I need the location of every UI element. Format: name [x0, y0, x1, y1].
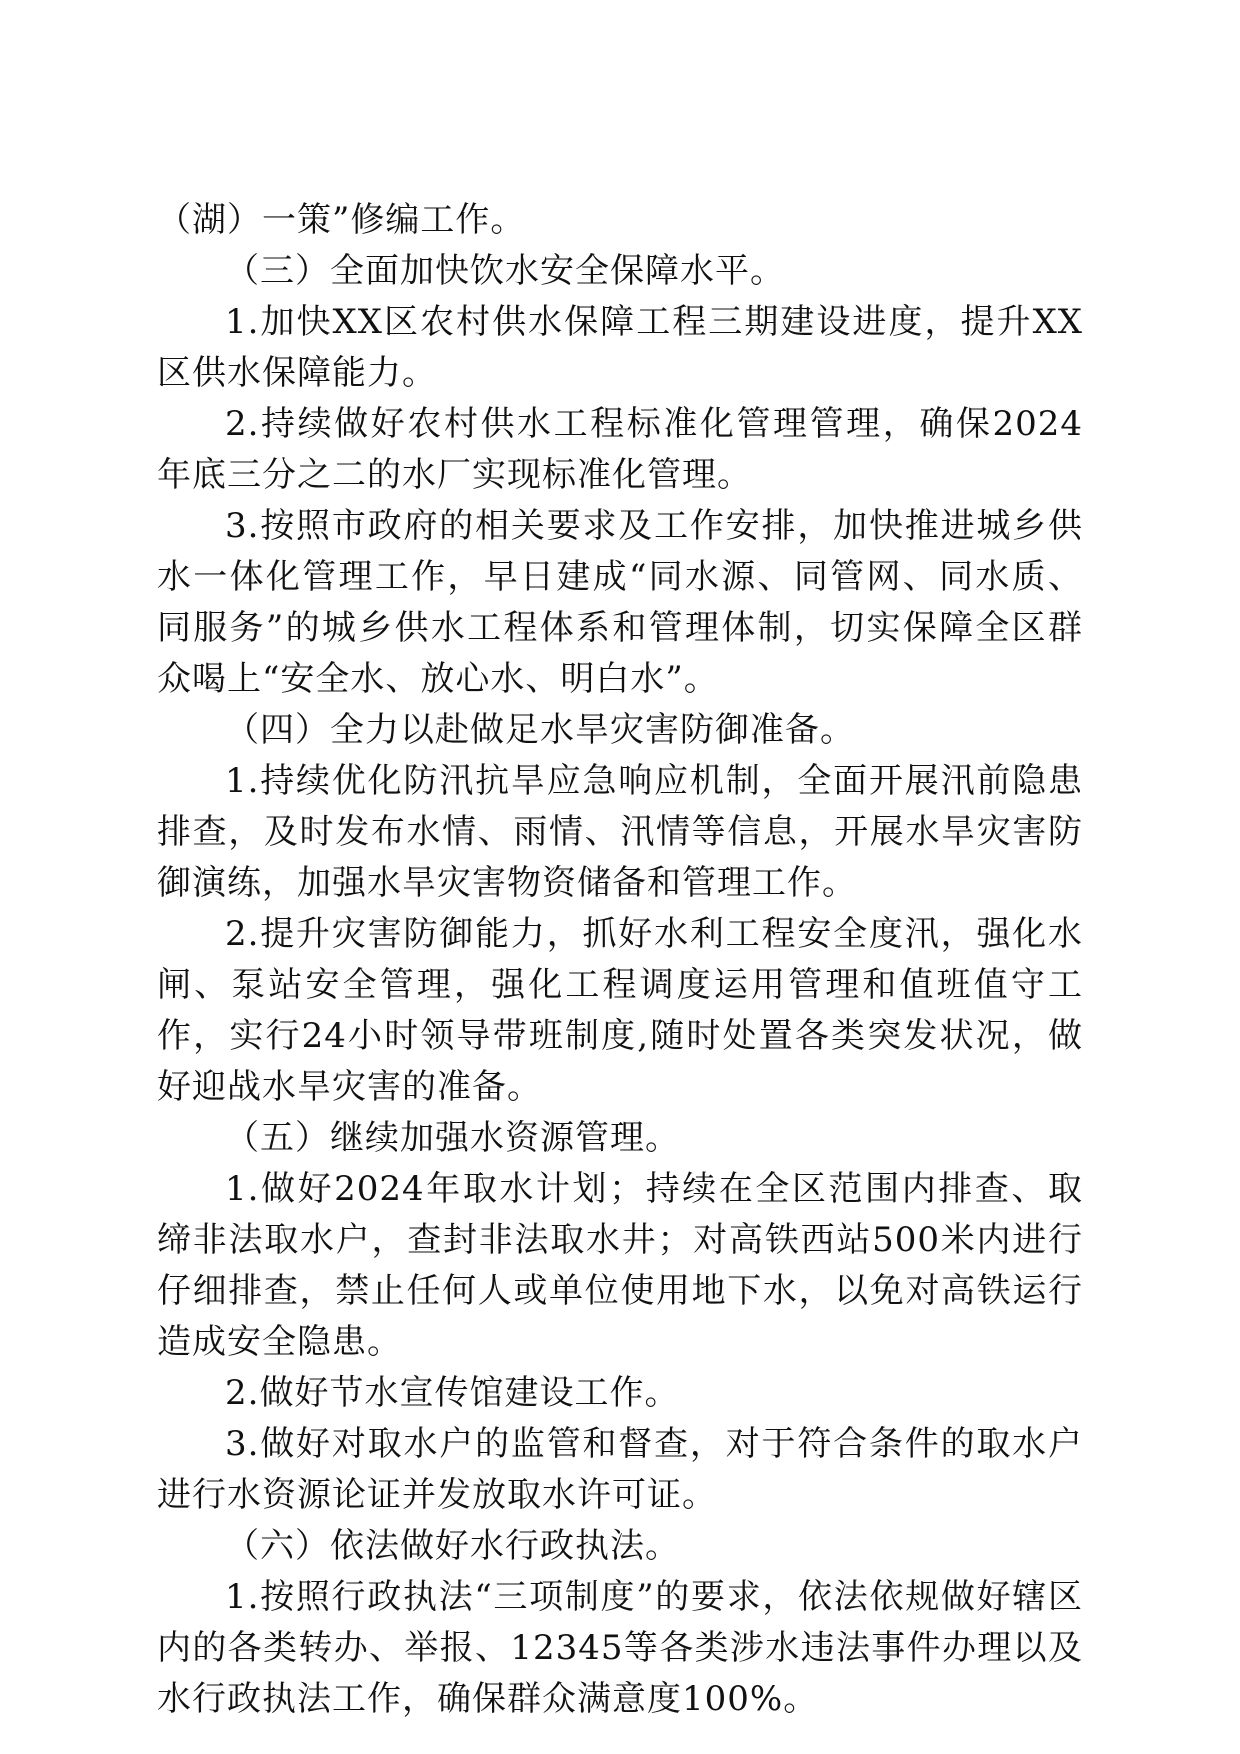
section-3-item-1: 1.加快XX区农村供水保障工程三期建设进度，提升XX区供水保障能力。: [157, 302, 1083, 393]
document-body: [157, 195, 1083, 1725]
section-5-item-1: 1.做好2024年取水计划；持续在全区范围内排查、取缔非法取水户，查封非法取水井；对高铁西站500米内进行仔细排查，禁止任何人或单位使用地下水，以免对高铁运行造成安全隐患。: [157, 1169, 1083, 1362]
section-heading-3: （三）全面加快饮水安全保障水平。: [225, 251, 785, 291]
section-4-item-2: 2.提升灾害防御能力，抓好水利工程安全度汛，强化水闸、泵站安全管理，强化工程调度运用管理和值班值守工作，实行24小时领导带班制度,随时处置各类突发状况，做好迎战水旱灾害的准备。: [157, 914, 1083, 1107]
section-3-item-2: 2.持续做好农村供水工程标准化管理管理，确保2024年底三分之二的水厂实现标准化管理。: [157, 404, 1083, 495]
section-6-item-1: 1.按照行政执法“三项制度”的要求，依法依规做好辖区内的各类转办、举报、12345等各类涉水违法事件办理以及水行政执法工作，确保群众满意度100%。: [157, 1577, 1083, 1719]
section-3-item-3: 3.按照市政府的相关要求及工作安排，加快推进城乡供水一体化管理工作，早日建成“同水源、同管网、同水质、同服务”的城乡供水工程体系和管理体制，切实保障全区群众喝上“安全水、放心水、明白水”。: [157, 506, 1083, 699]
section-4-item-1: 1.持续优化防汛抗旱应急响应机制，全面开展汛前隐患排查，及时发布水情、雨情、汛情等信息，开展水旱灾害防御演练，加强水旱灾害物资储备和管理工作。: [157, 761, 1083, 903]
section-heading-4: （四）全力以赴做足水旱灾害防御准备。: [225, 710, 855, 750]
section-5-item-2: 2.做好节水宣传馆建设工作。: [225, 1373, 680, 1413]
section-heading-6: （六）依法做好水行政执法。: [225, 1526, 680, 1566]
section-heading-5: （五）继续加强水资源管理。: [225, 1118, 680, 1158]
section-5-item-3: 3.做好对取水户的监管和督查，对于符合条件的取水户进行水资源论证并发放取水许可证。: [157, 1424, 1083, 1515]
continuation-paragraph: （湖）一策”修编工作。: [157, 200, 526, 240]
